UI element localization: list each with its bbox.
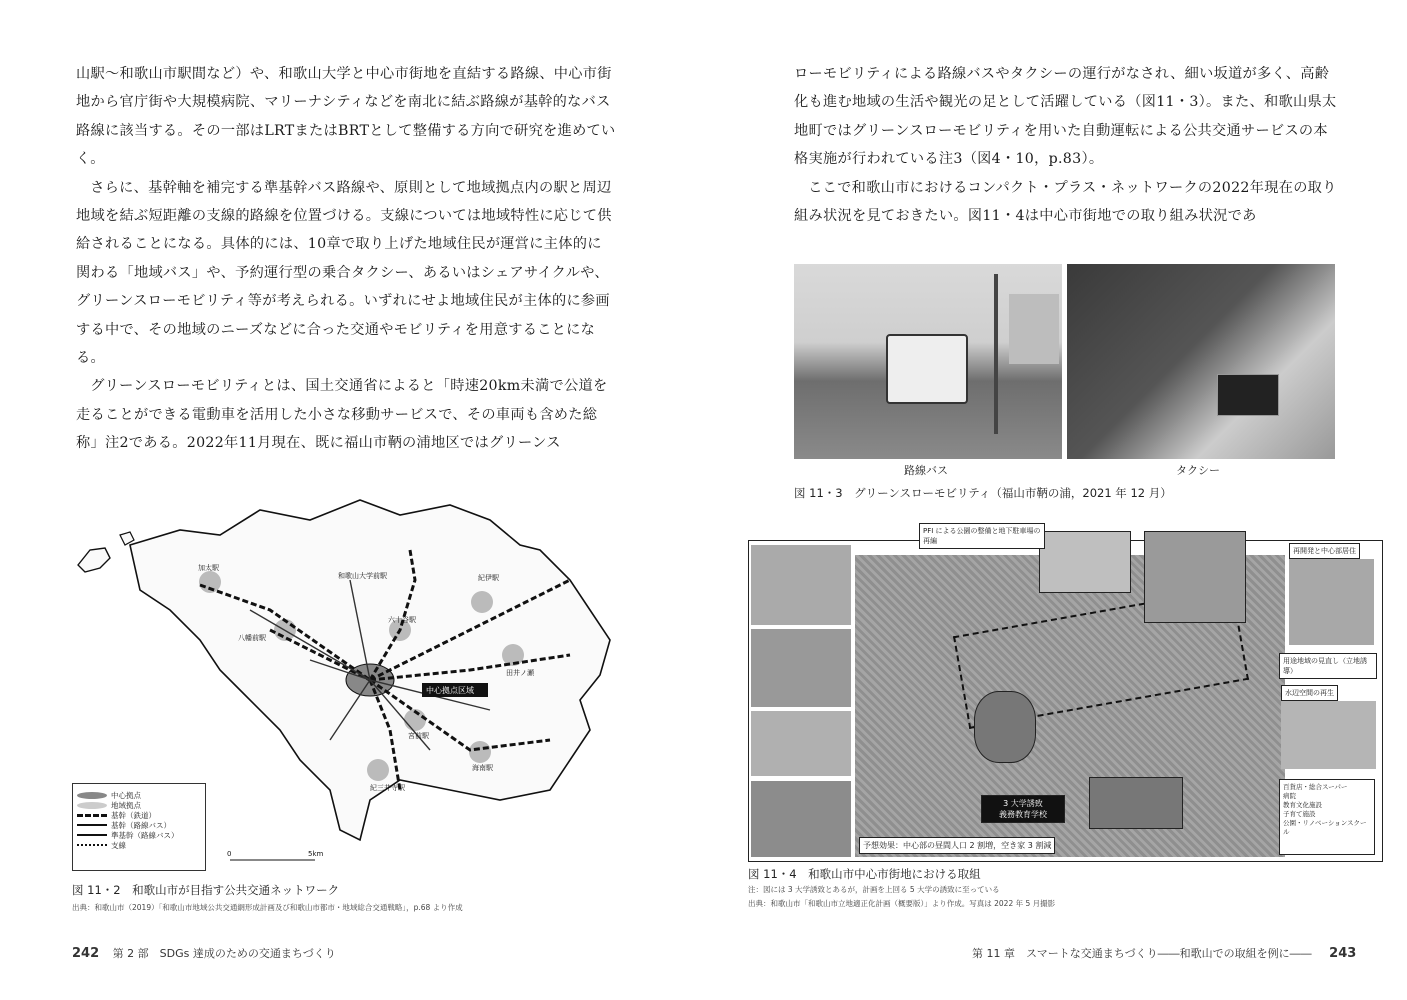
left-page [0, 0, 703, 1000]
map-label-roku: 六十谷駅 [388, 616, 416, 624]
right-paragraph-1: ローモビリティによる路線バスやタクシーの運行がなされ、細い坂道が多く、高齢化も進む地域の生活や観光の足として活躍している（図11・3）。また、和歌山県太地町ではグリーンスローモビリティを用いた自動運転による公共交通サービスの本格実施が行われている注3（図4・10，p.83）。 [794, 66, 1337, 168]
legend-central-symbol [77, 792, 107, 799]
legend-subbus-symbol [77, 834, 107, 836]
legend-item: 支線 [111, 840, 126, 850]
figure-11-4-caption: 図 11・4 和歌山市中心市街地における取組 [748, 867, 981, 881]
legend-item: 地域拠点 [111, 800, 141, 810]
callout-school: 3 大学誘致 義務教育学校 [981, 795, 1065, 823]
map-label-daigaku: 和歌山大学前駅 [338, 572, 387, 580]
map-legend [72, 783, 206, 871]
left-running-head: 第 2 部 SDGs 達成のための交通まちづくり [112, 947, 336, 960]
regional-node [469, 741, 491, 763]
callout-zone: 用途地域の見直し（立地誘導） [1279, 653, 1377, 679]
right-body-text [794, 60, 1342, 230]
map-label-kimiidera: 紀三井寺駅 [370, 784, 405, 792]
map-label-tanaka: 田井ノ瀬 [506, 669, 534, 677]
photo-label-bus: 路線バス [904, 464, 948, 477]
photo-label-taxi: タクシー [1176, 464, 1220, 477]
callout-effect: 予想効果：中心部の昼間人口 2 割増，空き家 3 割減 [859, 837, 1055, 854]
area-legend-item: 教育文化施設 [1283, 801, 1322, 809]
photo-park [1039, 531, 1131, 593]
photo-riverside [1281, 701, 1376, 769]
legend-regional-symbol [77, 802, 107, 809]
page-number-left: 242 [72, 946, 100, 961]
scale-five: 5km [308, 850, 324, 858]
map-label-miya: 宮前駅 [408, 732, 429, 740]
callout-pfi: PFI による公園の整備と地下駐車場の再編 [919, 523, 1045, 549]
left-folio [72, 945, 336, 961]
callout-river: 水辺空間の再生 [1281, 685, 1338, 701]
map-label-kada: 加太駅 [198, 564, 219, 572]
right-page [704, 0, 1407, 1000]
callout-tower: 再開発と中心部居住 [1289, 543, 1360, 559]
dashboard-shape [1217, 374, 1279, 416]
building-shape [1009, 294, 1059, 364]
photo-castle [751, 781, 851, 857]
photo-street [751, 711, 851, 776]
left-paragraph-1: 山駅〜和歌山市駅間など）や、和歌山大学と中心市街地を直結する路線、中心市街地から官庁街や大規模病院、マリーナシティなどを南北に結ぶ路線が基幹的なバス路線に該当する。その一部はLRTまたはBRTとして整備する方向で研究を進めていく。 [76, 66, 616, 168]
photo-taxi [1067, 264, 1335, 459]
area-legend-item: 公園・リノベーションスクール [1283, 819, 1367, 836]
legend-bus-symbol [77, 824, 107, 826]
area-legend-item: 病院 [1283, 792, 1296, 800]
figure-11-3-caption: 図 11・3 グリーンスローモビリティ（福山市鞆の浦，2021 年 12 月） [794, 486, 1172, 500]
vehicle-shape [886, 334, 968, 404]
photo-library [751, 629, 851, 707]
area-map-legend [1279, 779, 1375, 855]
left-body-text [76, 60, 616, 458]
legend-branch-symbol [77, 844, 107, 846]
legend-item: 中心拠点 [111, 790, 141, 800]
legend-item: 準基幹（路線バス） [111, 830, 179, 840]
area-legend-item: 百貨店・総合スーパー [1283, 783, 1348, 791]
area-legend-item: 子育て施設 [1283, 810, 1316, 818]
map-label-hachiman: 八幡前駅 [238, 634, 266, 642]
scale-zero: 0 [227, 850, 232, 858]
right-paragraph-2: ここで和歌山市におけるコンパクト・プラス・ネットワークの2022年現在の取り組み状況を見ておきたい。図11・4は中心市街地での取り組み状況であ [794, 179, 1337, 225]
left-paragraph-2: さらに、基幹軸を補完する準基幹バス路線や、原則として地域拠点内の駅と周辺地域を結ぶ短距離の支線的路線を位置づける。支線については地域特性に応じて供給されることになる。具体的には、10章で取り上げた地域住民が運営に主体的に関わる「地域バス」や、予約運行型の乗合タクシー、あるいはシェアサイクルや、グリーンスローモビリティ等が考えられる。いずれにせよ地域住民が主体的に参画する中で、その地域のニーズなどに合った交通やモビリティを用意することになる。 [76, 179, 612, 367]
island-shape [78, 548, 110, 572]
photo-arcade [1144, 531, 1246, 623]
legend-item: 基幹（路線バス） [111, 820, 171, 830]
photo-route-bus [794, 264, 1062, 459]
map-label-kinokawa: 紀伊駅 [478, 574, 499, 582]
legend-item: 基幹（鉄道） [111, 810, 156, 820]
figure-11-2-caption: 図 11・2 和歌山市が目指す公共交通ネットワーク [72, 883, 340, 897]
photo-station-building [751, 545, 851, 625]
map-label-kaiso: 海南駅 [472, 764, 493, 772]
left-paragraph-3: グリーンスローモビリティとは、国土交通省によると「時速20km未満で公道を走ることができる電動車を活用した小さな移動サービスで、その車両も含めた総称」注2である。2022年11月現在、既に福山市鞆の浦地区ではグリーンス [76, 378, 608, 452]
central-area-figure [748, 527, 1383, 862]
right-running-head: 第 11 章 スマートな交通まちづくり――和歌山での取組を例に―― [972, 947, 1312, 960]
right-folio [972, 945, 1356, 961]
regional-node [471, 591, 493, 613]
pole-shape [994, 274, 998, 434]
figure-11-2-source: 出典：和歌山市（2019）「和歌山市地域公共交通網形成計画及び和歌山市都市・地域総合交通戦略」，p.68 より作成 [72, 903, 463, 912]
figure-11-4-source: 出典：和歌山市「和歌山市立地適正化計画（概要版）」より作成。写真は 2022 年 5 月撮影 [748, 899, 1056, 908]
map-label-center: 中心拠点区域 [426, 686, 474, 695]
legend-rail-symbol [77, 814, 107, 817]
photo-school [1089, 777, 1183, 829]
photo-tower [1289, 559, 1374, 645]
regional-node [367, 759, 389, 781]
castle-area [974, 691, 1036, 763]
page-number-right: 243 [1329, 946, 1357, 961]
figure-11-4-note: 注：図には 3 大学誘致とあるが，計画を上回る 5 大学の誘致に至っている [748, 885, 1000, 894]
island-shape [120, 532, 134, 545]
